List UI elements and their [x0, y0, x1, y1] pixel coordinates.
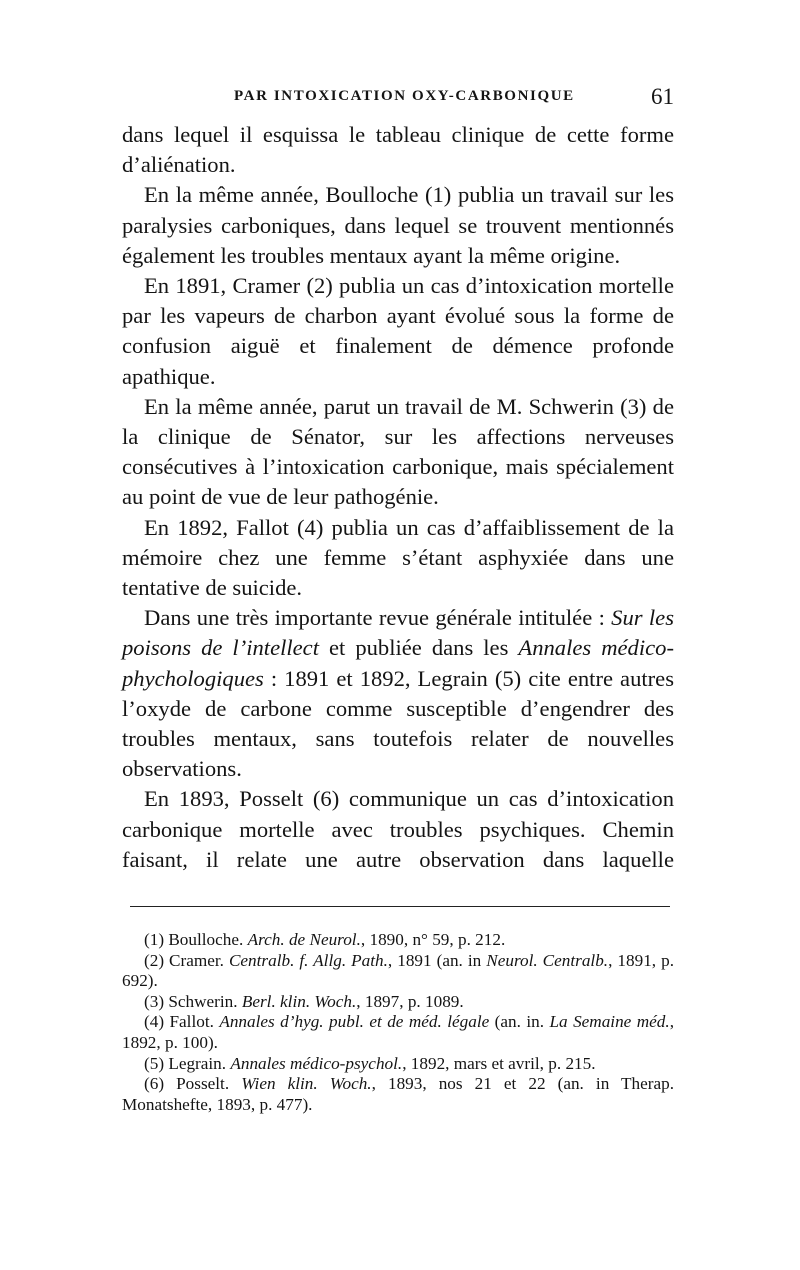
- paragraph: [122, 180, 674, 271]
- text-run: dans lequel il esquissa le tableau clinique de cette forme d’aliénation.: [122, 122, 674, 178]
- text-run: En 1892, Fallot (4) publia un cas d’affaiblissement de la mémoire chez une femme s’étant asphyxiée dans une tentative de suicide.: [122, 514, 674, 601]
- footnotes: [122, 930, 674, 1115]
- italic-text: Annales médico-phychologiques: [122, 635, 674, 691]
- italic-text: Arch. de Neurol.: [247, 930, 361, 949]
- page-number: 61: [651, 84, 674, 109]
- paragraph: [122, 513, 674, 604]
- text-run: (5) Legrain.: [144, 1053, 231, 1073]
- paragraph: [122, 603, 674, 784]
- text-run: (3) Schwerin.: [144, 991, 242, 1011]
- text-run: En 1891, Cramer (2) publia un cas d’intoxication mortelle par les vapeurs de charbon ayant évolué sous la forme de confusion aiguë et finalement de démence profonde apathique.: [122, 273, 674, 389]
- footnote: [122, 1074, 674, 1115]
- italic-text: La Semaine méd.: [549, 1012, 670, 1032]
- paragraph: [122, 120, 674, 180]
- text-run: , 1893, nos 21 et 22 (an. in Therap. Monatshefte, 1893, p. 477).: [122, 1074, 675, 1114]
- italic-text: Centralb. f. Allg. Path.: [228, 950, 388, 970]
- paragraph: [122, 271, 674, 392]
- running-head: [122, 84, 674, 116]
- footnote: [122, 992, 674, 1013]
- footnote: [122, 1012, 674, 1053]
- italic-text: Wien klin. Woch.: [241, 1074, 372, 1094]
- text-run: (an. in.: [489, 1012, 550, 1032]
- text-run: , 1892, p. 100).: [122, 1012, 674, 1052]
- text-run: , 1891, p. 692).: [122, 950, 675, 991]
- text-run: : 1891 et 1892, Legrain (5) cite entre autres l’oxyde de carbone comme susceptible d’engendrer des troubles mentaux, sans toutefois relater de nouvelles observations.: [122, 665, 674, 782]
- italic-text: Annales médico-psychol.: [230, 1053, 403, 1073]
- text-run: En la même année, Boulloche (1) publia un travail sur les paralysies carboniques, dans lequel se trouvent mentionnés également les troubles mentaux ayant la même origine.: [122, 182, 674, 268]
- body-text: [122, 120, 674, 875]
- text-run: (2) Cramer.: [144, 950, 229, 970]
- paragraph: [122, 392, 674, 513]
- running-title: PAR INTOXICATION OXY-CARBONIQUE: [234, 88, 575, 104]
- text-run: , 1891 (an. in: [387, 950, 487, 970]
- paragraph: [122, 784, 674, 875]
- text-run: (4) Fallot.: [144, 1012, 220, 1032]
- italic-text: Berl. klin. Woch.: [241, 991, 357, 1011]
- italic-text: Sur les poisons de l’intellect: [122, 605, 674, 661]
- text-run: En 1893, Posselt (6) communique un cas d’intoxication carbonique mortelle avec troubles psychiques. Chemin faisant, il relate une autre observation dans laquelle: [122, 786, 674, 872]
- text-run: et publiée dans les: [318, 635, 519, 661]
- italic-text: Neurol. Centralb.: [486, 950, 609, 970]
- text-run: , 1890, n° 59, p. 212.: [360, 930, 506, 949]
- text-run: , 1892, mars et avril, p. 215.: [402, 1053, 596, 1073]
- italic-text: Annales d’hyg. publ. et de méd. légale: [219, 1012, 490, 1032]
- footnote-divider: [130, 906, 670, 907]
- text-run: En la même année, parut un travail de M. Schwerin (3) de la clinique de Sénator, sur les affections nerveuses consécutives à l’intoxication carbonique, mais spécialement au point de vue de leur pathogénie.: [122, 393, 674, 510]
- text-run: , 1897, p. 1089.: [356, 991, 464, 1011]
- text-run: Dans une très importante revue générale intitulée :: [144, 605, 612, 631]
- footnote: [122, 1054, 674, 1075]
- footnote: [122, 930, 674, 951]
- footnote: [122, 951, 674, 992]
- text-run: (1) Boulloche.: [144, 930, 248, 949]
- text-run: (6) Posselt.: [144, 1074, 242, 1094]
